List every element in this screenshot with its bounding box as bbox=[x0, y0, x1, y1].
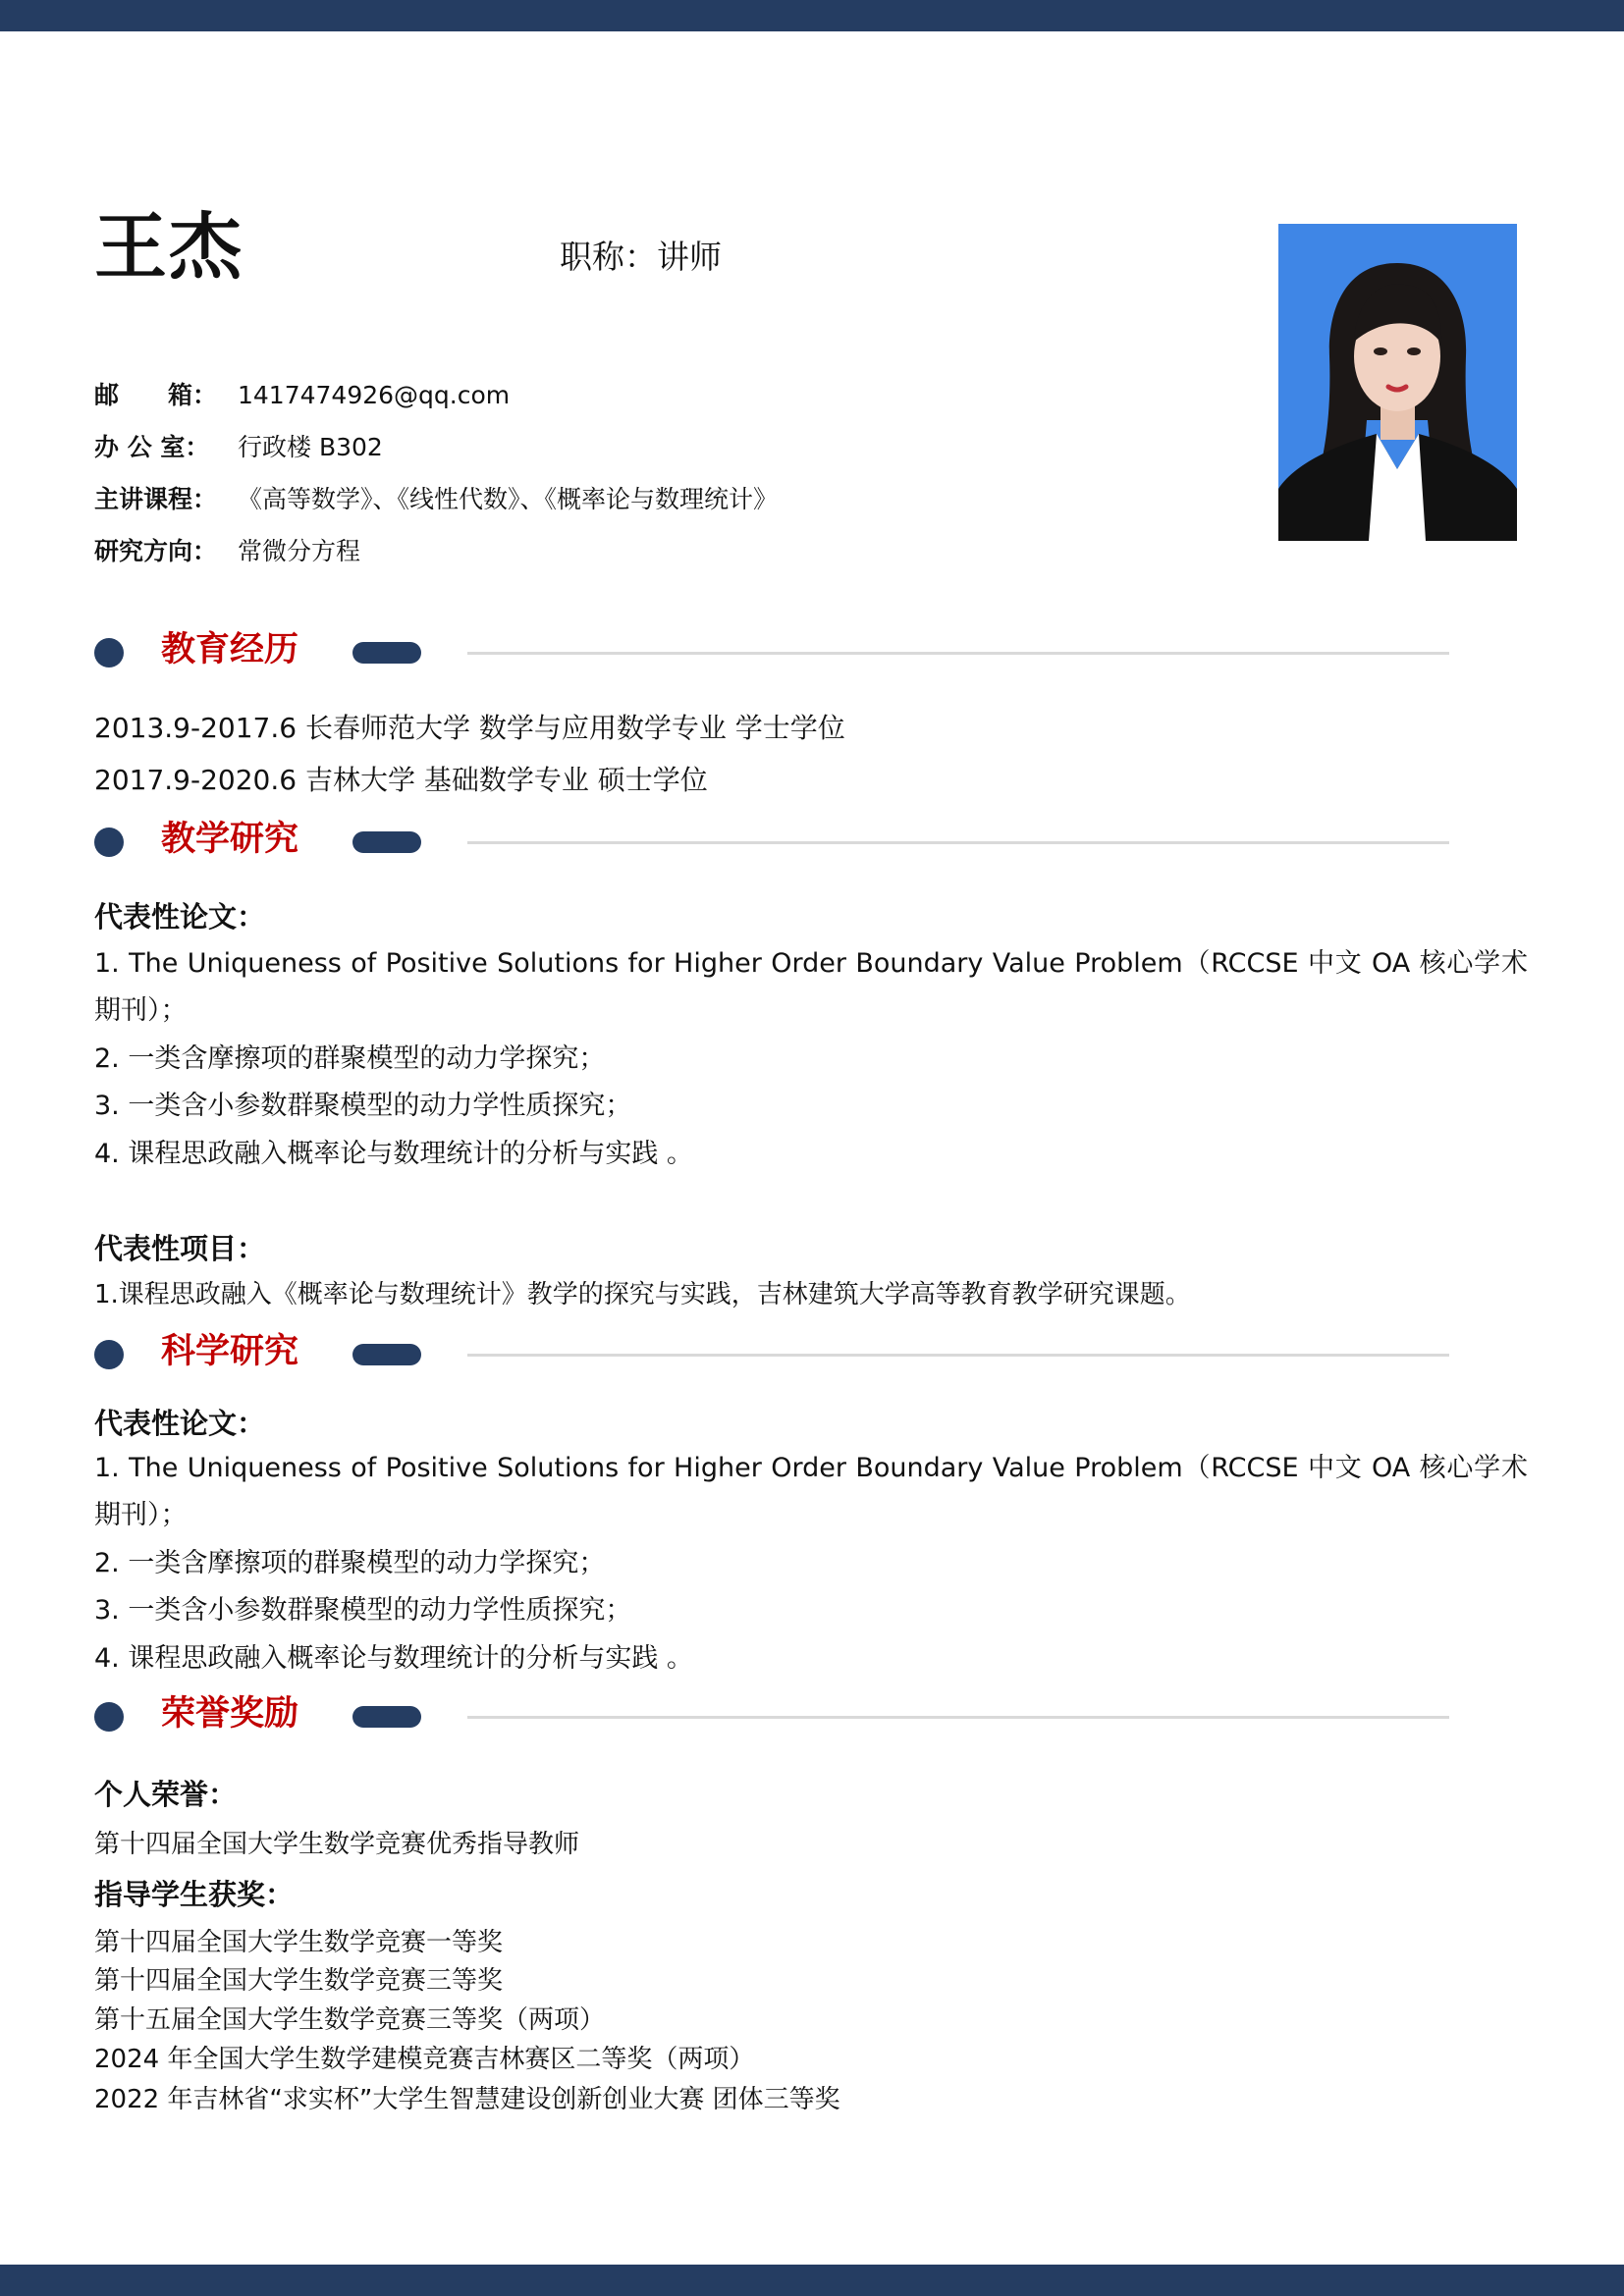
section-teaching bbox=[94, 818, 1449, 857]
teaching-project: 1.课程思政融入《概率论与数理统计》教学的探究与实践，吉林建筑大学高等教育教学研究课题。 bbox=[94, 1280, 1191, 1309]
email-row bbox=[94, 378, 510, 413]
teaching-paper: 4. 课程思政融入概率论与数理统计的分析与实践 。 bbox=[94, 1139, 693, 1169]
section-title: 教育经历 bbox=[161, 630, 299, 669]
top-band bbox=[0, 0, 1624, 31]
education-item: 2017.9-2020.6 吉林大学 基础数学专业 硕士学位 bbox=[94, 764, 708, 796]
personal-honor: 第十四届全国大学生数学竞赛优秀指导教师 bbox=[94, 1830, 580, 1859]
section-honors bbox=[94, 1692, 1449, 1732]
teaching-paper: 1. The Uniqueness of Positive Solutions for Higher Order Boundary Value Problem（RCCSE 中文 OA 核心学术期刊）； bbox=[94, 948, 1528, 1026]
student-awards-label: 指导学生获奖： bbox=[94, 1878, 295, 1911]
science-paper: 2. 一类含摩擦项的群聚模型的动力学探究； bbox=[94, 1548, 606, 1578]
office-row bbox=[94, 430, 383, 465]
student-award: 2022 年吉林省“求实杯”大学生智慧建设创新创业大赛 团体三等奖 bbox=[94, 2085, 840, 2114]
section-science bbox=[94, 1330, 1449, 1369]
student-award: 第十四届全国大学生数学竞赛三等奖 bbox=[94, 1966, 504, 1996]
teaching-projects-label: 代表性项目： bbox=[94, 1232, 266, 1265]
bullet-dot-icon bbox=[94, 1340, 124, 1369]
office-value: 行政楼 B302 bbox=[238, 433, 383, 461]
science-paper: 4. 课程思政融入概率论与数理统计的分析与实践 。 bbox=[94, 1643, 693, 1674]
office-label: 办 公 室： bbox=[94, 433, 210, 461]
student-award: 2024 年全国大学生数学建模竞赛吉林赛区二等奖（两项） bbox=[94, 2045, 755, 2074]
teaching-paper: 3. 一类含小参数群聚模型的动力学性质探究； bbox=[94, 1091, 632, 1121]
courses-value: 《高等数学》、《线性代数》、《概率论与数理统计》 bbox=[238, 485, 779, 513]
teaching-paper: 2. 一类含摩擦项的群聚模型的动力学探究； bbox=[94, 1043, 606, 1074]
person-name: 王杰 bbox=[94, 205, 244, 290]
research-row bbox=[94, 534, 360, 569]
divider-line bbox=[467, 652, 1449, 655]
divider-line bbox=[467, 1716, 1449, 1719]
bullet-dot-icon bbox=[94, 1702, 124, 1732]
bullet-dot-icon bbox=[94, 638, 124, 667]
personal-honors-label: 个人荣誉： bbox=[94, 1778, 238, 1811]
science-paper: 1. The Uniqueness of Positive Solutions for Higher Order Boundary Value Problem（RCCSE 中文 OA 核心学术期刊）； bbox=[94, 1453, 1528, 1530]
bottom-band bbox=[0, 2265, 1624, 2296]
divider-line bbox=[467, 1354, 1449, 1357]
section-title: 教学研究 bbox=[161, 820, 299, 859]
section-title: 科学研究 bbox=[161, 1332, 299, 1371]
student-award: 第十五届全国大学生数学竞赛三等奖（两项） bbox=[94, 2005, 606, 2035]
portrait-illustration bbox=[1278, 224, 1517, 541]
pill-decoration bbox=[352, 1344, 421, 1365]
courses-label: 主讲课程： bbox=[94, 485, 218, 513]
courses-row bbox=[94, 482, 778, 517]
email-value: 1417474926@qq.com bbox=[238, 381, 511, 409]
bullet-dot-icon bbox=[94, 828, 124, 857]
section-title: 荣誉奖励 bbox=[161, 1694, 299, 1734]
job-title: 职称：讲师 bbox=[560, 238, 722, 276]
section-education bbox=[94, 628, 1449, 667]
divider-line bbox=[467, 841, 1449, 844]
pill-decoration bbox=[352, 1706, 421, 1728]
research-value: 常微分方程 bbox=[238, 537, 361, 565]
student-award: 第十四届全国大学生数学竞赛一等奖 bbox=[94, 1928, 504, 1957]
teaching-papers-label: 代表性论文： bbox=[94, 900, 266, 934]
pill-decoration bbox=[352, 642, 421, 664]
education-item: 2013.9-2017.6 长春师范大学 数学与应用数学专业 学士学位 bbox=[94, 712, 845, 744]
email-label: 邮 箱： bbox=[94, 381, 218, 409]
science-paper: 3. 一类含小参数群聚模型的动力学性质探究； bbox=[94, 1595, 632, 1626]
pill-decoration bbox=[352, 831, 421, 853]
research-label: 研究方向： bbox=[94, 537, 218, 565]
science-papers-label: 代表性论文： bbox=[94, 1407, 266, 1440]
portrait-photo bbox=[1278, 224, 1517, 541]
